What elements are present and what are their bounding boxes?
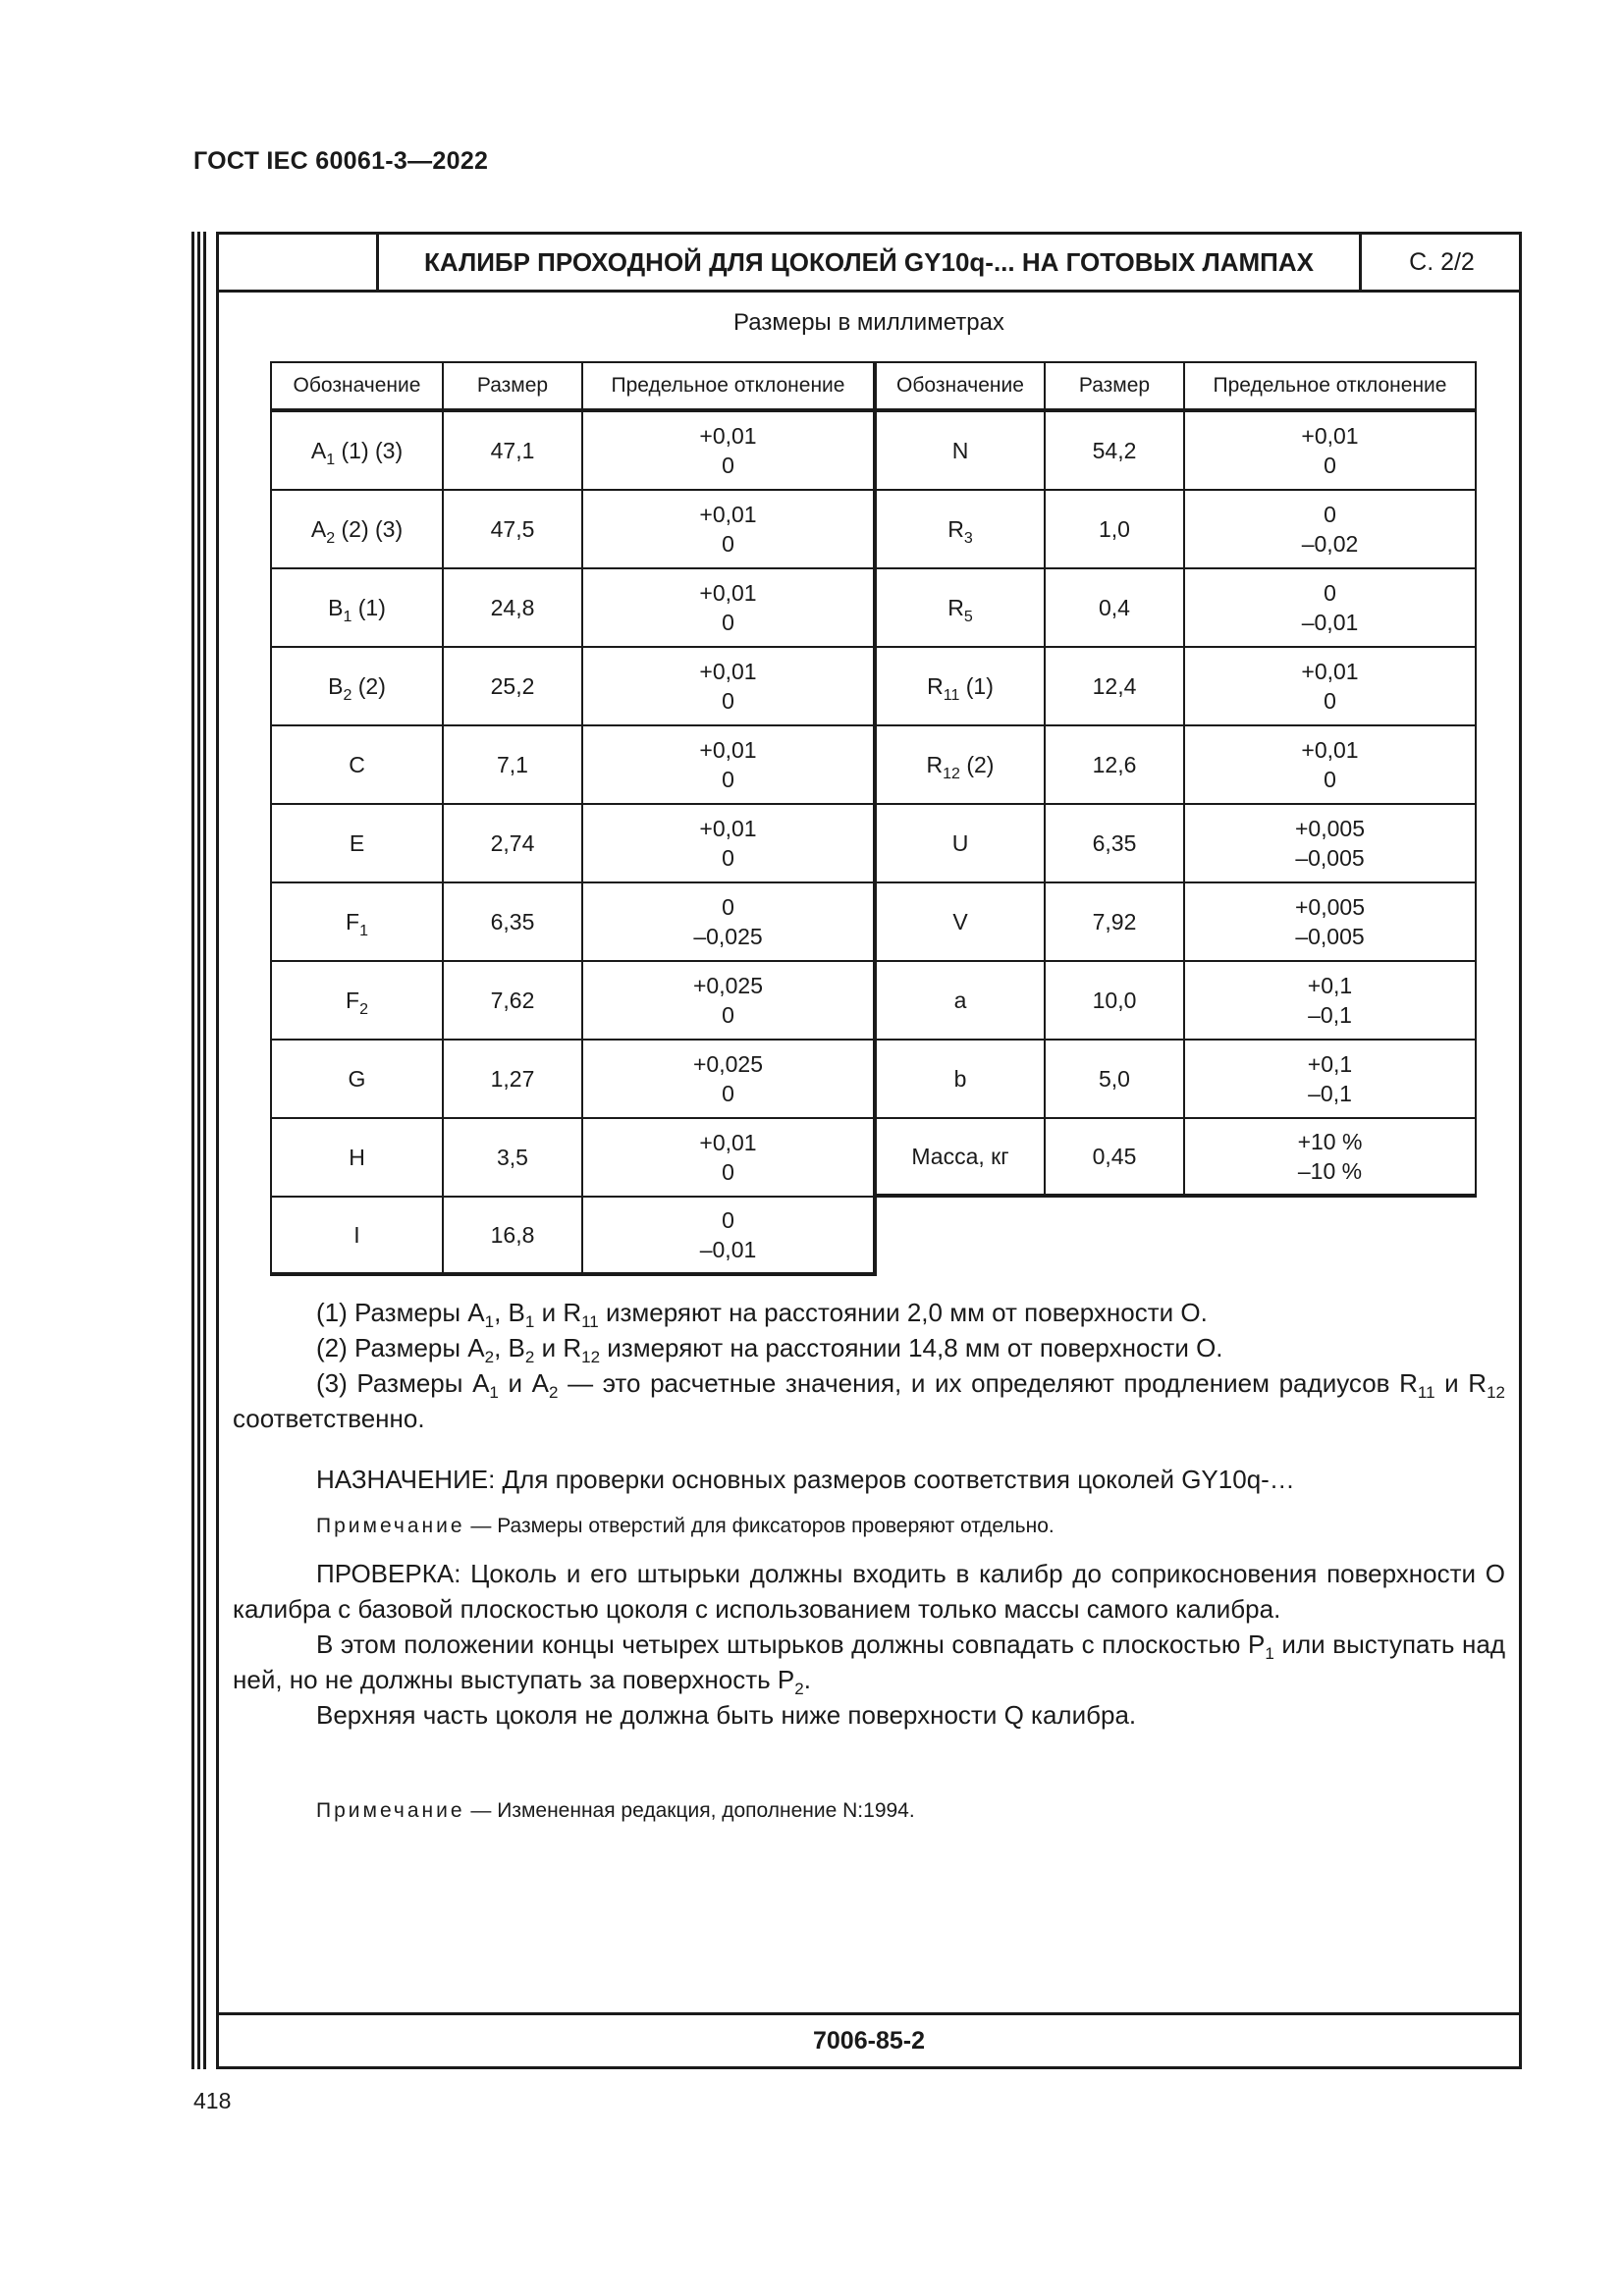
tolerance-lower: –0,1 bbox=[1308, 1002, 1352, 1028]
designation-label: V bbox=[952, 909, 968, 934]
size-cell bbox=[1044, 410, 1185, 491]
size-value: 24,8 bbox=[490, 595, 535, 620]
size-cell bbox=[442, 881, 583, 962]
tolerance-cell bbox=[1183, 410, 1477, 491]
size-value: 7,1 bbox=[497, 752, 528, 777]
tolerance-cell bbox=[581, 567, 877, 648]
designation-cell bbox=[875, 803, 1046, 883]
sheet-title: КАЛИБР ПРОХОДНОЙ ДЛЯ ЦОКОЛЕЙ GY10q-... НА ГОТОВЫХ ЛАМПАХ bbox=[376, 235, 1362, 290]
designation-label: a bbox=[953, 988, 967, 1013]
header-label: Обозначение bbox=[293, 374, 421, 397]
sheet-code-footer: 7006-85-2 bbox=[219, 2012, 1519, 2066]
designation-cell bbox=[875, 489, 1046, 569]
size-value: 47,1 bbox=[490, 438, 535, 463]
tolerance-lower: 0 bbox=[722, 453, 734, 478]
table-header-cell bbox=[875, 361, 1046, 410]
header-label: Размер bbox=[476, 374, 549, 397]
tolerance-upper: 0 bbox=[722, 894, 734, 920]
note-2: Примечание — Измененная редакция, дополнение N:1994. bbox=[316, 1799, 915, 1822]
tolerance-cell bbox=[1183, 567, 1477, 648]
designation-cell bbox=[875, 646, 1046, 726]
size-cell bbox=[1044, 489, 1185, 569]
tolerance-lower: –0,025 bbox=[693, 924, 763, 949]
designation-label: $B_1$ (1) bbox=[328, 595, 386, 625]
tolerance-cell bbox=[581, 1117, 877, 1198]
tolerance-cell bbox=[581, 410, 877, 491]
size-cell bbox=[442, 1039, 583, 1119]
size-cell bbox=[442, 489, 583, 569]
designation-cell bbox=[270, 1196, 444, 1276]
size-value: 12,6 bbox=[1092, 752, 1137, 777]
tolerance-upper: +0,1 bbox=[1307, 973, 1353, 998]
size-cell bbox=[442, 1196, 583, 1276]
tolerance-upper: 0 bbox=[1324, 502, 1336, 527]
tolerance-lower: 0 bbox=[722, 1081, 734, 1106]
tolerance-lower: –0,01 bbox=[699, 1237, 757, 1262]
header-label: Предельное отклонение bbox=[1213, 374, 1447, 397]
designation-cell bbox=[270, 881, 444, 962]
tolerance-cell bbox=[581, 881, 877, 962]
tolerance-cell bbox=[1183, 1117, 1477, 1198]
designation-label: $A_1$ (1) (3) bbox=[310, 438, 404, 468]
designation-label: $R_3$ bbox=[947, 516, 973, 547]
tolerance-lower: –0,02 bbox=[1301, 531, 1359, 557]
size-cell bbox=[1044, 881, 1185, 962]
tolerance-lower: –0,005 bbox=[1295, 845, 1365, 871]
tolerance-lower: 0 bbox=[1324, 688, 1336, 714]
tolerance-cell bbox=[1183, 960, 1477, 1041]
header-label: Обозначение bbox=[896, 374, 1024, 397]
size-cell bbox=[1044, 1117, 1185, 1198]
size-value: 7,62 bbox=[490, 988, 535, 1013]
tolerance-cell bbox=[581, 1196, 877, 1276]
tolerance-lower: 0 bbox=[722, 1159, 734, 1185]
tolerance-lower: –0,1 bbox=[1308, 1081, 1352, 1106]
tolerance-lower: 0 bbox=[1324, 453, 1336, 478]
size-cell bbox=[442, 646, 583, 726]
tolerance-lower: 0 bbox=[1324, 767, 1336, 792]
designation-cell bbox=[270, 489, 444, 569]
tolerance-cell bbox=[1183, 1039, 1477, 1119]
tolerance-lower: –0,01 bbox=[1301, 610, 1359, 635]
sheet-page-label: С. 2/2 bbox=[1409, 247, 1475, 276]
size-value: 2,74 bbox=[490, 830, 535, 856]
size-cell bbox=[1044, 1039, 1185, 1119]
tolerance-cell bbox=[1183, 724, 1477, 805]
tolerance-lower: –0,005 bbox=[1295, 924, 1365, 949]
size-value: 1,0 bbox=[1099, 516, 1130, 542]
sheet-title-row bbox=[219, 235, 1519, 293]
tolerance-cell bbox=[581, 646, 877, 726]
designation-label: b bbox=[953, 1066, 967, 1092]
size-cell bbox=[442, 410, 583, 491]
size-value: 16,8 bbox=[490, 1222, 535, 1248]
tolerance-lower: 0 bbox=[722, 845, 734, 871]
data-sheet bbox=[216, 232, 1522, 2069]
size-cell bbox=[1044, 646, 1185, 726]
position-text: В этом положении концы четырех штырьков должны совпадать с плоскостью $P_1$ или выступать над ней, но не должны выступать за поверхность $P_2$. bbox=[233, 1629, 1506, 1698]
designation-label: N bbox=[951, 438, 969, 463]
designation-label: $F_1$ bbox=[346, 909, 368, 939]
size-value: 6,35 bbox=[1092, 830, 1137, 856]
tolerance-cell bbox=[581, 1039, 877, 1119]
units-caption: Размеры в миллиметрах bbox=[733, 309, 1004, 336]
tolerance-upper: +0,025 bbox=[693, 973, 763, 998]
header-label: Предельное отклонение bbox=[611, 374, 845, 397]
tolerance-upper: +0,005 bbox=[1295, 816, 1365, 841]
tolerance-cell bbox=[581, 803, 877, 883]
designation-label: E bbox=[349, 830, 365, 856]
tolerance-upper: +0,01 bbox=[699, 580, 757, 606]
size-value: 7,92 bbox=[1092, 909, 1137, 934]
designation-cell bbox=[875, 410, 1046, 491]
size-value: 1,27 bbox=[490, 1066, 535, 1092]
designation-cell bbox=[270, 410, 444, 491]
tolerance-upper: +0,01 bbox=[699, 423, 757, 449]
designation-cell bbox=[875, 960, 1046, 1041]
footnote-3: (3) Размеры $A_1$ и $A_2$ — это расчетные значения, и их определяют продлением радиусов $R_{11}$ и $R_{12}$ соответственно. bbox=[233, 1368, 1506, 1433]
size-value: 54,2 bbox=[1092, 438, 1137, 463]
designation-label: $R_5$ bbox=[947, 595, 973, 625]
designation-cell bbox=[270, 646, 444, 726]
designation-label: H bbox=[349, 1145, 365, 1170]
tolerance-upper: +10 % bbox=[1297, 1129, 1363, 1154]
designation-label: $B_2$ (2) bbox=[328, 673, 386, 704]
designation-label: U bbox=[951, 830, 969, 856]
size-value: 47,5 bbox=[490, 516, 535, 542]
designation-cell bbox=[875, 724, 1046, 805]
designation-cell bbox=[270, 1039, 444, 1119]
size-cell bbox=[442, 724, 583, 805]
tolerance-lower: –10 % bbox=[1297, 1158, 1363, 1184]
size-value: 0,4 bbox=[1099, 595, 1130, 620]
tolerance-upper: +0,01 bbox=[699, 737, 757, 763]
tolerance-upper: 0 bbox=[722, 1207, 734, 1233]
tolerance-cell bbox=[581, 489, 877, 569]
size-value: 6,35 bbox=[490, 909, 535, 934]
size-value: 12,4 bbox=[1092, 673, 1137, 699]
designation-label: $F_2$ bbox=[346, 988, 368, 1018]
designation-cell bbox=[270, 960, 444, 1041]
tolerance-upper: +0,01 bbox=[699, 659, 757, 684]
designation-label: $R_{11}$ (1) bbox=[927, 673, 994, 704]
designation-cell bbox=[875, 881, 1046, 962]
top-part-text: Верхняя часть цоколя не должна быть ниже поверхности Q калибра. bbox=[316, 1700, 1137, 1730]
designation-cell bbox=[875, 567, 1046, 648]
size-cell bbox=[442, 1117, 583, 1198]
size-cell bbox=[1044, 960, 1185, 1041]
tolerance-upper: +0,025 bbox=[693, 1051, 763, 1077]
size-value: 0,45 bbox=[1092, 1144, 1137, 1169]
designation-label: C bbox=[349, 752, 365, 777]
designation-cell bbox=[875, 1117, 1046, 1198]
header-label: Размер bbox=[1078, 374, 1151, 397]
notes-section bbox=[233, 1295, 1505, 1829]
footnote-2: (2) Размеры $A_2$, $B_2$ и $R_{12}$ измеряют на расстоянии 14,8 мм от поверхности O. bbox=[316, 1333, 1223, 1366]
tolerance-lower: 0 bbox=[722, 1002, 734, 1028]
tolerance-lower: 0 bbox=[722, 610, 734, 635]
size-value: 5,0 bbox=[1099, 1066, 1130, 1092]
designation-cell bbox=[270, 1117, 444, 1198]
size-cell bbox=[442, 803, 583, 883]
table-header-cell bbox=[442, 361, 583, 410]
size-value: 3,5 bbox=[497, 1145, 528, 1170]
tolerance-upper: +0,01 bbox=[1301, 659, 1359, 684]
designation-label: $A_2$ (2) (3) bbox=[310, 516, 404, 547]
size-cell bbox=[1044, 567, 1185, 648]
tolerance-upper: +0,01 bbox=[699, 1130, 757, 1155]
tolerance-upper: +0,1 bbox=[1307, 1051, 1353, 1077]
designation-label: I bbox=[353, 1222, 360, 1248]
tolerance-upper: +0,005 bbox=[1295, 894, 1365, 920]
tolerance-cell bbox=[581, 960, 877, 1041]
tolerance-upper: +0,01 bbox=[699, 816, 757, 841]
tolerance-upper: +0,01 bbox=[1301, 423, 1359, 449]
designation-label: Масса, кг bbox=[911, 1144, 1009, 1169]
tolerance-cell bbox=[1183, 489, 1477, 569]
size-cell bbox=[442, 960, 583, 1041]
tolerance-cell bbox=[1183, 646, 1477, 726]
designation-cell bbox=[875, 1039, 1046, 1119]
size-cell bbox=[1044, 724, 1185, 805]
designation-cell bbox=[270, 724, 444, 805]
tolerance-upper: +0,01 bbox=[1301, 737, 1359, 763]
page-number: 418 bbox=[193, 2088, 232, 2113]
designation-label: $R_{12}$ (2) bbox=[926, 752, 995, 782]
size-cell bbox=[442, 567, 583, 648]
designation-label: G bbox=[348, 1066, 366, 1092]
table-header-cell bbox=[270, 361, 444, 410]
tolerance-lower: 0 bbox=[722, 767, 734, 792]
purpose-text: НАЗНАЧЕНИЕ: Для проверки основных размеров соответствия цоколей GY10q-… bbox=[316, 1465, 1295, 1494]
designation-cell bbox=[270, 803, 444, 883]
tolerance-lower: 0 bbox=[722, 531, 734, 557]
table-header-cell bbox=[1044, 361, 1185, 410]
size-value: 10,0 bbox=[1092, 988, 1137, 1013]
tolerance-cell bbox=[1183, 803, 1477, 883]
check-text: ПРОВЕРКА: Цоколь и его штырьки должны входить в калибр до соприкосновения поверхности O калибра с базовой плоскостью цоколя с использованием только массы самого калибра. bbox=[233, 1559, 1505, 1624]
tolerance-upper: +0,01 bbox=[699, 502, 757, 527]
tolerance-cell bbox=[1183, 881, 1477, 962]
tolerance-upper: 0 bbox=[1324, 580, 1336, 606]
tolerance-cell bbox=[581, 724, 877, 805]
size-value: 25,2 bbox=[490, 673, 535, 699]
binding-lines bbox=[191, 232, 207, 2069]
size-cell bbox=[1044, 803, 1185, 883]
dimensions-table bbox=[270, 361, 1477, 1274]
designation-cell bbox=[270, 567, 444, 648]
note-1: Примечание — Размеры отверстий для фиксаторов проверяют отдельно. bbox=[316, 1515, 1055, 1537]
table-header-cell bbox=[1183, 361, 1477, 410]
table-header-cell bbox=[581, 361, 877, 410]
tolerance-lower: 0 bbox=[722, 688, 734, 714]
footnote-1: (1) Размеры $A_1$, $B_1$ и $R_{11}$ измеряют на расстоянии 2,0 мм от поверхности O. bbox=[316, 1298, 1208, 1331]
document-standard-header: ГОСТ IEC 60061-3—2022 bbox=[193, 147, 489, 175]
